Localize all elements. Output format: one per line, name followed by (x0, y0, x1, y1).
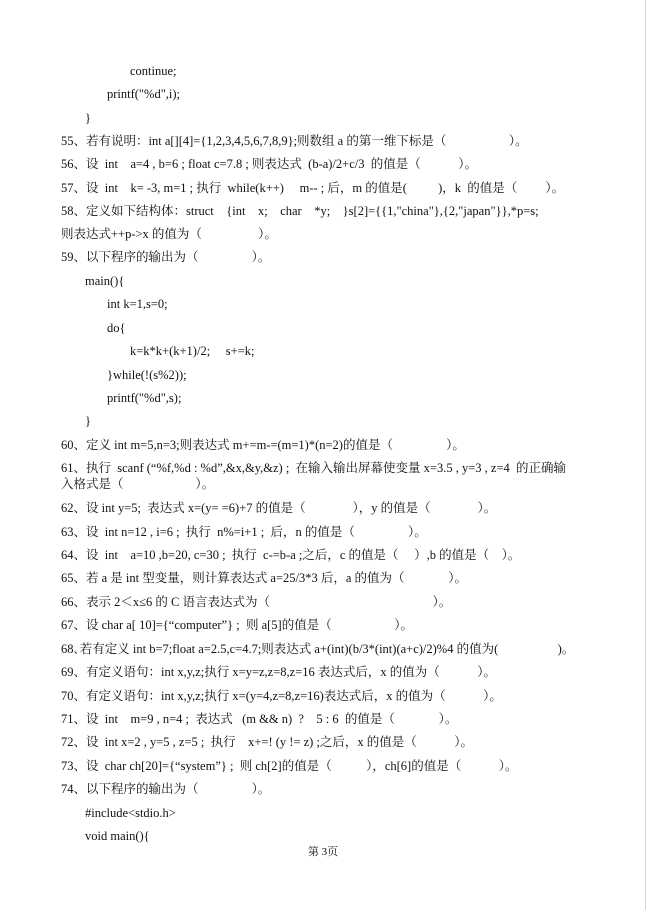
question-63: 63、设 int n=12 , i=6 ; 执行 n%=i+1 ; 后，n 的值是（ ）。 (61, 525, 427, 539)
question-74: 74、以下程序的输出为（ ）。 (61, 782, 271, 796)
code-line: printf("%d",i); (107, 87, 181, 101)
code-line: k=k*k+(k+1)/2; s+=k; (130, 344, 255, 358)
code-line: }while(!(s%2)); (107, 368, 187, 382)
question-57: 57、设 int k= -3, m=1 ; 执行 while(k++) m-- ; 后，m 的值是( )，k 的值是（ ）。 (61, 181, 565, 195)
question-69: 69、有定义语句：int x,y,z;执行 x=y=z,z=8,z=16 表达式后，x 的值为（ ）。 (61, 665, 496, 679)
question-62: 62、设 int y=5; 表达式 x=(y= =6)+7 的值是（ ），y 的值是（ ）。 (61, 501, 497, 515)
question-68: 68､若有定义 int b=7;float a=2.5,c=4.7;则表达式 a+(int)(b/3*(int)(a+c)/2)%4 的值为( )。 (61, 642, 575, 656)
question-59: 59、以下程序的输出为（ ）。 (61, 250, 271, 264)
question-71: 71、设 int m=9 , n=4 ; 表达式 (m && n) ? 5 : 6 的值是（ ）。 (61, 712, 458, 726)
question-65: 65、若 a 是 int 型变量，则计算表达式 a=25/3*3 后，a 的值为（ ）。 (61, 571, 467, 585)
question-72: 72、设 int x=2 , y=5 , z=5 ; 执行 x+=! (y != z) ;之后，x 的值是（ ）。 (61, 735, 474, 749)
question-61: 61、执行 scanf (“%f,%d : %d”,&x,&y,&z) ; 在输入输出屏幕使变量 x=3.5 , y=3 , z=4 的正确输 (61, 461, 566, 475)
code-line: #include<stdio.h> (85, 806, 176, 820)
page-number: 第 3页 (307, 846, 339, 858)
code-line: main(){ (85, 274, 125, 288)
question-60: 60、定义 int m=5,n=3;则表达式 m+=m-=(m=1)*(n=2)的值是（ ）。 (61, 438, 465, 452)
question-73: 73、设 char ch[20]={“system”} ; 则 ch[2]的值是（ ），ch[6]的值是（ ）。 (61, 759, 518, 773)
question-67: 67、设 char a[ 10]={“computer”} ; 则 a[5]的值是（ ）。 (61, 618, 413, 632)
code-line: void main(){ (85, 829, 150, 843)
question-56: 56、设 int a=4 , b=6 ; float c=7.8 ; 则表达式 (b-a)/2+c/3 的值是（ ）。 (61, 157, 477, 171)
question-58: 58、定义如下结构体：struct {int x; char *y; }s[2]={{1,"china"},{2,"japan"}},*p=s; (61, 204, 539, 218)
code-line: do{ (107, 321, 126, 335)
question-61-cont: 入格式是（ ）。 (61, 477, 215, 491)
question-66: 66、表示 2＜x≤6 的 C 语言表达式为（ ）。 (61, 595, 452, 609)
code-line: } (85, 111, 91, 125)
question-58-cont: 则表达式++p->x 的值为（ ）。 (61, 227, 277, 241)
question-70: 70、有定义语句：int x,y,z;执行 x=(y=4,z=8,z=16)表达式后，x 的值为（ ）。 (61, 689, 502, 703)
code-line: printf("%d",s); (107, 391, 182, 405)
code-line: int k=1,s=0; (107, 297, 168, 311)
question-55: 55、若有说明：int a[][4]={1,2,3,4,5,6,7,8,9};则数组 a 的第一维下标是（ ）。 (61, 134, 528, 148)
code-line: continue; (130, 64, 177, 78)
code-line: } (85, 414, 91, 428)
question-64: 64、设 int a=10 ,b=20, c=30 ; 执行 c-=b-a ;之后，c 的值是（ ）,b 的值是（ ）。 (61, 548, 521, 562)
